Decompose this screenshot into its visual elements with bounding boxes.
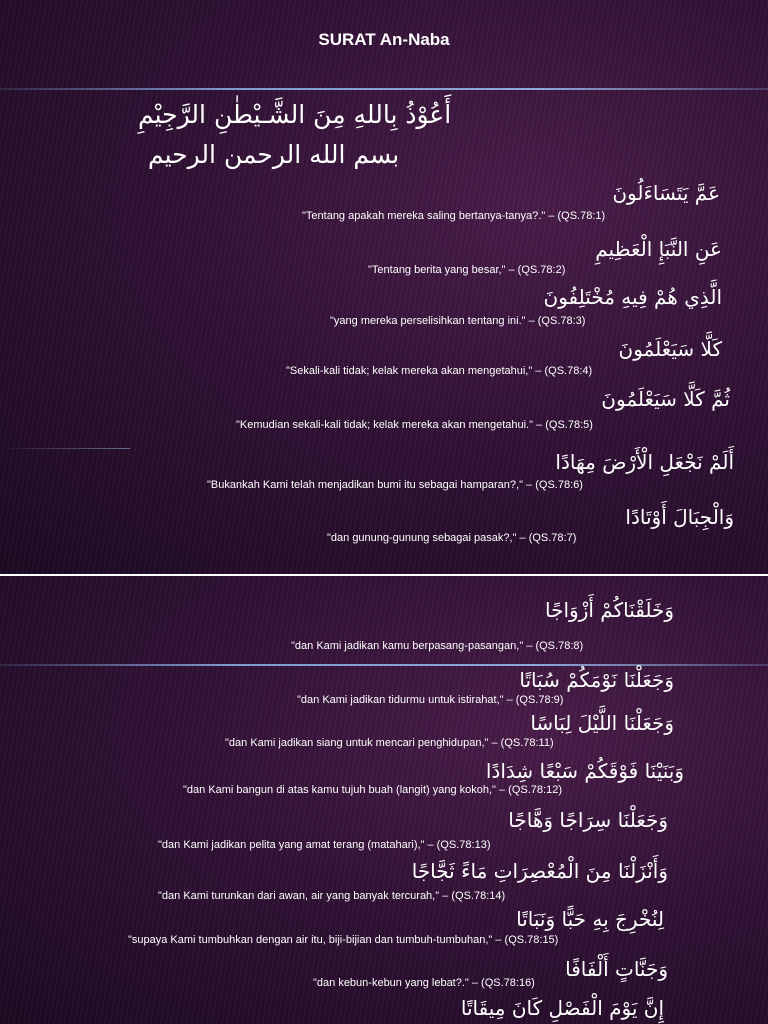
page-title: SURAT An-Naba (318, 30, 450, 49)
verse-8-translation: "dan Kami jadikan kamu berpasang-pasangan," – (QS.78:8) (291, 640, 584, 652)
verse-13-arabic: وَأَنْزَلْنَا مِنَ الْمُعْصِرَاتِ مَاءً ثَجَّاجًا (411, 859, 668, 883)
verse-5-translation: "Kemudian sekali-kali tidak; kelak mereka akan mengetahui." – (QS.78:5) (236, 419, 593, 431)
verse-13-translation: "dan Kami turunkan dari awan, air yang banyak tercurah," – (QS.78:14) (158, 890, 506, 902)
verse-16-arabic: إِنَّ يَوْمَ الْفَصْلِ كَانَ مِيقَاتًا (460, 996, 664, 1020)
verse-3-arabic: الَّذِي هُمْ فِيهِ مُخْتَلِفُونَ (543, 285, 722, 309)
divider-line (0, 664, 768, 666)
taawudz-text: أَعُوْذُ بِاللهِ مِنَ الشَّـيْطٰنِ الرَّجِيْمِ (138, 100, 452, 129)
slide-2 (0, 576, 768, 1024)
decorative-line (0, 448, 130, 449)
verse-5-arabic: ثُمَّ كَلَّا سَيَعْلَمُونَ (601, 387, 730, 411)
verse-10-arabic: وَجَعَلْنَا اللَّيْلَ لِبَاسًا (530, 711, 674, 735)
verse-1-translation: "Tentang apakah mereka saling bertanya-tanya?." – (QS.78:1) (302, 210, 606, 222)
verse-2-translation: "Tentang berita yang besar," – (QS.78:2) (368, 264, 566, 276)
verse-4-arabic: كَلَّا سَيَعْلَمُونَ (618, 337, 722, 361)
verse-9-arabic: وَجَعَلْنَا نَوْمَكُمْ سُبَاتًا (519, 668, 674, 692)
divider-line (0, 88, 768, 90)
verse-15-translation: "dan kebun-kebun yang lebat?." – (QS.78:16) (313, 977, 535, 989)
verse-12-arabic: وَجَعَلْنَا سِرَاجًا وَهَّاجًا (508, 808, 668, 832)
verse-9-translation: "dan Kami jadikan tidurmu untuk istirahat," – (QS.78:9) (297, 694, 564, 706)
verse-11-translation: "dan Kami bangun di atas kamu tujuh buah (langit) yang kokoh," – (QS.78:12) (183, 784, 562, 796)
verse-8-arabic: وَخَلَقْنَاكُمْ أَزْوَاجًا (545, 598, 674, 622)
verse-15-arabic: وَجَنَّاتٍ أَلْفَافًا (565, 957, 668, 981)
verse-2-arabic: عَنِ النَّبَإِ الْعَظِيمِ (595, 237, 722, 261)
verse-11-arabic: وَبَنَيْنَا فَوْقَكُمْ سَبْعًا شِدَادًا (485, 759, 684, 783)
verse-6-arabic: أَلَمْ نَجْعَلِ الْأَرْضَ مِهَادًا (555, 450, 734, 474)
verse-12-translation: "dan Kami jadikan pelita yang amat terang (matahari)," – (QS.78:13) (158, 839, 491, 851)
verse-14-translation: "supaya Kami tumbuhkan dengan air itu, biji-bijian dan tumbuh-tumbuhan," – (QS.78:15) (128, 934, 559, 946)
verse-1-arabic: عَمَّ يَتَسَاءَلُونَ (612, 181, 720, 205)
verse-14-arabic: لِنُخْرِجَ بِهِ حَبًّا وَنَبَاتًا (516, 907, 664, 931)
verse-7-translation: "dan gunung-gunung sebagai pasak?," – (QS.78:7) (327, 532, 577, 544)
verse-6-translation: "Bukankah Kami telah menjadikan bumi itu sebagai hamparan?," – (QS.78:6) (207, 479, 583, 491)
verse-10-translation: "dan Kami jadikan siang untuk mencari penghidupan," – (QS.78:11) (225, 737, 554, 749)
basmalah-text: بسم الله الرحمن الرحيم (148, 140, 400, 169)
verse-3-translation: "yang mereka perselisihkan tentang ini." – (QS.78:3) (330, 315, 586, 327)
verse-4-translation: "Sekali-kali tidak; kelak mereka akan mengetahui," – (QS.78:4) (286, 365, 593, 377)
verse-7-arabic: وَالْجِبَالَ أَوْتَادًا (625, 505, 734, 529)
